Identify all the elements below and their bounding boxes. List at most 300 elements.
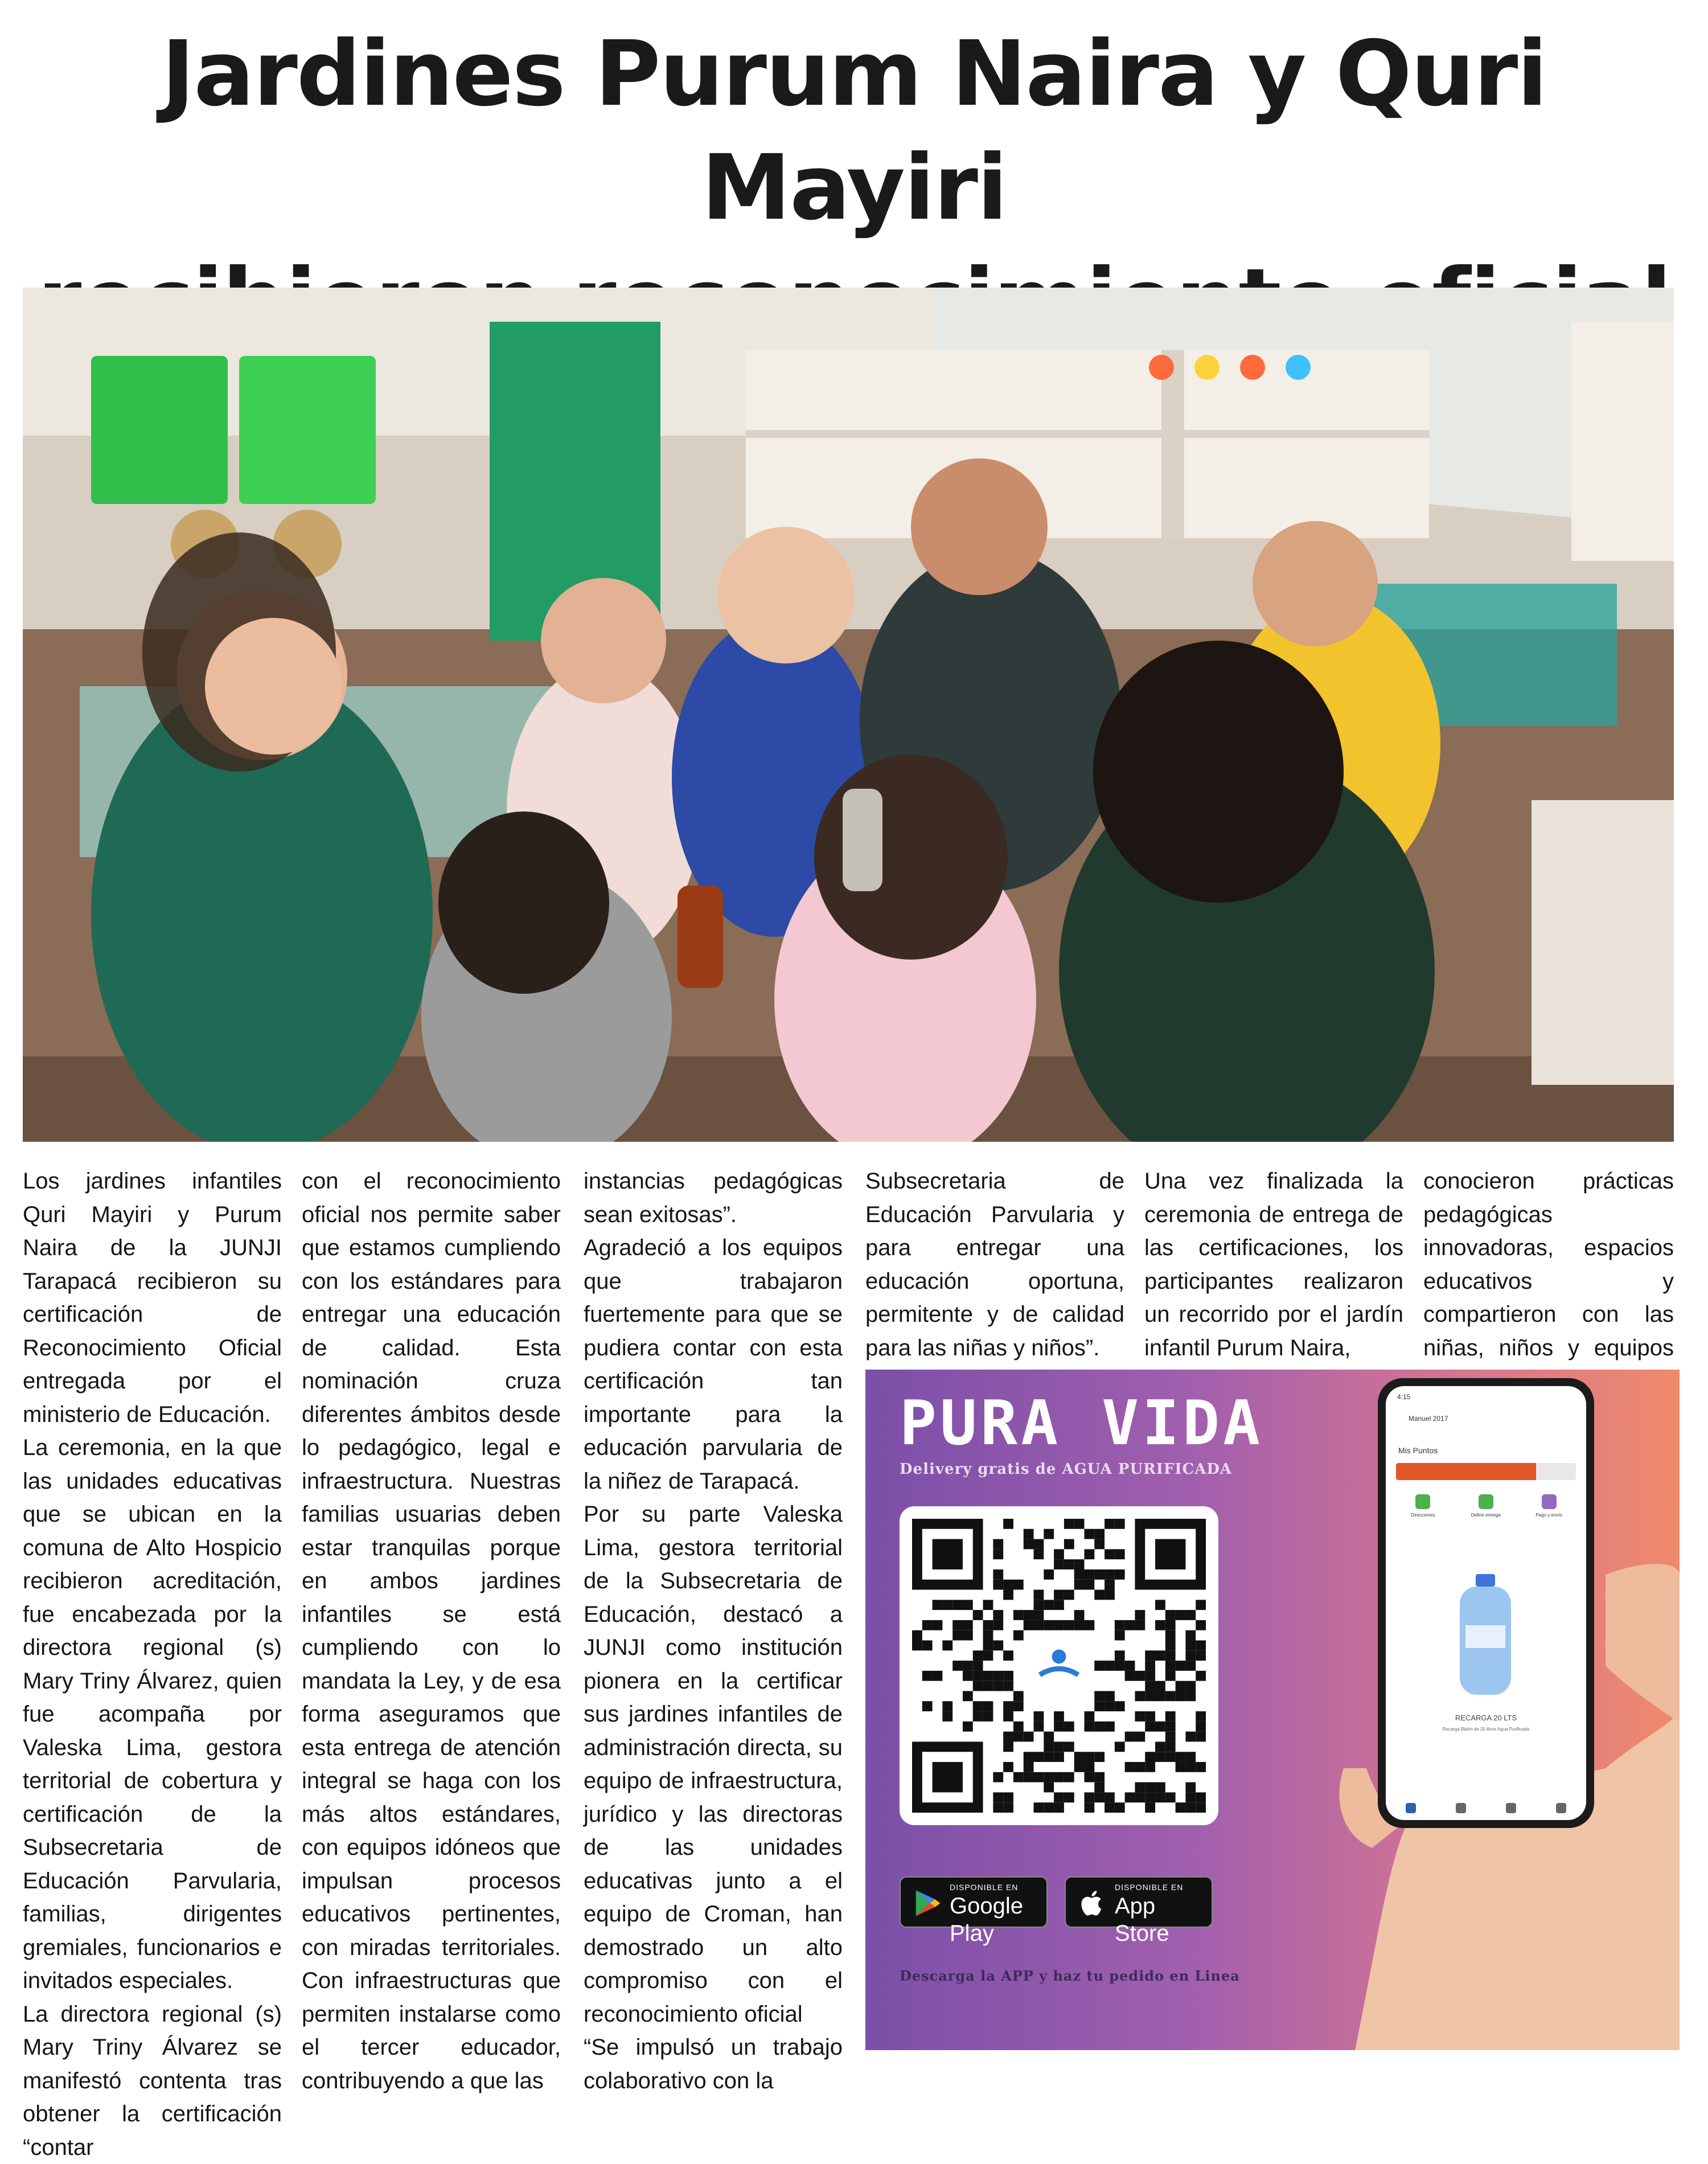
qr-module (1064, 1741, 1074, 1752)
qr-module (933, 1600, 943, 1610)
qr-module (1145, 1671, 1155, 1681)
points-label: Mis Puntos (1398, 1446, 1438, 1455)
qr-module (1115, 1650, 1125, 1661)
qr-module (1024, 1752, 1034, 1762)
qr-module (1105, 1590, 1115, 1600)
qr-module (922, 1620, 933, 1630)
qr-module (1165, 1711, 1176, 1722)
profile-icon[interactable] (1556, 1803, 1566, 1813)
qr-module (1084, 1772, 1094, 1782)
qr-module (993, 1641, 1003, 1651)
qr-module (1155, 1600, 1165, 1610)
qr-module (1185, 1732, 1196, 1742)
qr-module (1024, 1762, 1034, 1772)
qr-module (1074, 1752, 1085, 1762)
paragraph: Subsecretaria de Educación Parvularia y para entregar una educación oportuna, permitente y de calidad para las niñas y niños”. (865, 1165, 1124, 1364)
qr-module (1064, 1590, 1074, 1600)
classroom-photo-illustration (23, 288, 1674, 1142)
qr-module (1165, 1691, 1176, 1701)
qr-module (1054, 1620, 1064, 1630)
qr-module (1084, 1620, 1094, 1630)
qr-module (1034, 1772, 1044, 1782)
qr-module (1003, 1732, 1013, 1742)
google-play-small-label: DISPONIBLE EN (950, 1882, 1038, 1892)
qr-module (1185, 1792, 1196, 1802)
qr-module (952, 1661, 963, 1671)
qr-module (1165, 1620, 1176, 1630)
qr-module (1135, 1792, 1145, 1802)
qr-module (1196, 1792, 1206, 1802)
qr-module (983, 1671, 993, 1681)
qr-module (1054, 1802, 1064, 1813)
qr-module (1135, 1691, 1145, 1701)
qr-module (1185, 1782, 1196, 1793)
qr-module (983, 1650, 993, 1661)
qr-module (1094, 1752, 1105, 1762)
qr-module (1125, 1732, 1135, 1742)
article-column-4 (865, 1165, 1124, 1364)
qr-module (1155, 1792, 1165, 1802)
qr-module (1064, 1519, 1074, 1529)
qr-module (1135, 1711, 1145, 1722)
qr-module (983, 1630, 993, 1641)
qr-module (1105, 1722, 1115, 1732)
app-store-button[interactable] (1065, 1876, 1213, 1928)
paragraph: La directora regional (s) Mary Triny Álvarez se manifestó contenta tras obtener la certificación “contar (23, 1998, 282, 2164)
qr-module (1044, 1741, 1054, 1752)
qr-module (1034, 1600, 1044, 1610)
qr-module (1165, 1641, 1176, 1651)
qr-module (1054, 1549, 1064, 1559)
qr-module (1105, 1802, 1115, 1813)
qr-module (1024, 1529, 1034, 1539)
qr-module (1074, 1762, 1085, 1772)
qr-module (1176, 1681, 1186, 1691)
qr-module (1105, 1519, 1115, 1529)
qr-module (952, 1620, 963, 1630)
qr-module (1084, 1792, 1094, 1802)
qr-module (1054, 1772, 1064, 1782)
qr-module (1094, 1782, 1105, 1793)
qr-module (1145, 1661, 1155, 1671)
action-label: Direcciones (1411, 1513, 1435, 1518)
qr-module (1196, 1641, 1206, 1651)
qr-module (1034, 1752, 1044, 1762)
qr-module (1074, 1610, 1085, 1620)
qr-module (1094, 1661, 1105, 1671)
qr-module (1013, 1630, 1024, 1641)
qr-module (1003, 1650, 1013, 1661)
qr-module (922, 1701, 933, 1711)
qr-module (1165, 1741, 1176, 1752)
qr-module (1165, 1732, 1176, 1742)
qr-module (1125, 1671, 1135, 1681)
qr-module (1135, 1610, 1145, 1620)
qr-module (1185, 1641, 1196, 1651)
google-play-icon (912, 1888, 943, 1919)
qr-module (1054, 1792, 1064, 1802)
qr-module (1054, 1752, 1064, 1762)
qr-module (1135, 1782, 1145, 1793)
qr-module (1115, 1802, 1125, 1813)
qr-module (993, 1569, 1003, 1580)
article-column-2 (302, 1165, 561, 2097)
qr-module (1196, 1722, 1206, 1732)
qr-module (1125, 1620, 1135, 1630)
ad-footer: Descarga la APP y haz tu pedido en Linea (900, 1968, 1240, 1984)
qr-module (1105, 1549, 1115, 1559)
qr-module (1084, 1802, 1094, 1813)
qr-module (1064, 1722, 1074, 1732)
paragraph: con el reconocimiento oficial nos permite saber que estamos cumpliendo con los estándares para entregar una educación de calidad. Esta nominación cruza diferentes ámbitos desde lo pedagógico, legal e infraestructura. Nuestras familias usuarias deben estar tranquilas porque en ambos jardines infantiles se está cumpliendo con lo mandata la Ley, y de esa forma aseguramos que esta entrega de atención integral se haga con los más altos estándares, con equipos idóneos que impulsan procesos educativos pertinentes, con miradas territoriales. Con infraestructuras que permiten instalarse como el tercer educador, contribuyendo a que las (302, 1165, 561, 2097)
qr-module (1013, 1732, 1024, 1742)
qr-module (1064, 1620, 1074, 1630)
qr-module (1196, 1762, 1206, 1772)
qr-module (1003, 1519, 1013, 1529)
qr-module (1176, 1610, 1186, 1620)
qr-module (1094, 1529, 1105, 1539)
qr-module (912, 1630, 922, 1641)
qr-module (983, 1681, 993, 1691)
qr-module (1034, 1722, 1044, 1732)
ad-brand: PURA VIDA (900, 1387, 1263, 1461)
action-direcciones[interactable] (1394, 1494, 1451, 1518)
qr-module (1074, 1519, 1085, 1529)
qr-module (1013, 1610, 1024, 1620)
qr-module (1165, 1752, 1176, 1762)
qr-module (1165, 1630, 1176, 1641)
qr-module (1084, 1752, 1094, 1762)
phone-mockup (1378, 1378, 1594, 1828)
qr-module (1196, 1711, 1206, 1722)
qr-module (973, 1661, 983, 1671)
app-store-label: App Store (1115, 1892, 1204, 1947)
headline-line-1: Jardines Purum Naira y Quri Mayiri (161, 22, 1546, 240)
qr-module (1105, 1792, 1115, 1802)
qr-module (983, 1701, 993, 1711)
qr-module (1135, 1671, 1145, 1681)
qr-module (1105, 1701, 1115, 1711)
qr-module (1003, 1671, 1013, 1681)
qr-module (1094, 1701, 1105, 1711)
qr-module (1003, 1741, 1013, 1752)
qr-module (942, 1711, 952, 1722)
google-play-button[interactable] (900, 1876, 1048, 1928)
qr-module (1094, 1792, 1105, 1802)
qr-module (1054, 1711, 1064, 1722)
history-icon[interactable] (1456, 1803, 1466, 1813)
qr-module (1165, 1650, 1176, 1661)
qr-module (1176, 1762, 1186, 1772)
qr-module (973, 1671, 983, 1681)
qr-module (1145, 1691, 1155, 1701)
qr-module (993, 1610, 1003, 1620)
qr-code[interactable] (900, 1506, 1218, 1825)
qr-module (1013, 1701, 1024, 1711)
qr-module (993, 1549, 1003, 1559)
qr-module (1013, 1772, 1024, 1782)
qr-module (922, 1641, 933, 1651)
qr-module (993, 1671, 1003, 1681)
qr-module (1165, 1661, 1176, 1671)
qr-module (1034, 1802, 1044, 1813)
qr-module (1185, 1661, 1196, 1671)
pura-vida-advertisement[interactable] (865, 1370, 1680, 2050)
qr-module (1003, 1681, 1013, 1691)
qr-module (912, 1641, 922, 1651)
qr-module (1196, 1600, 1206, 1610)
qr-module (1003, 1792, 1013, 1802)
qr-module (1165, 1671, 1176, 1681)
qr-module (1074, 1559, 1085, 1569)
qr-module (1145, 1681, 1155, 1691)
qr-module (1003, 1802, 1013, 1813)
qr-module (1155, 1620, 1165, 1630)
qr-module (1044, 1600, 1054, 1610)
article-column-3 (584, 1165, 843, 2097)
qr-module (1094, 1590, 1105, 1600)
points-progress-bar (1396, 1463, 1576, 1480)
qr-module (1054, 1741, 1064, 1752)
qr-module (1034, 1610, 1044, 1620)
qr-module (1155, 1752, 1165, 1762)
qr-module (1094, 1691, 1105, 1701)
qr-module (1115, 1701, 1125, 1711)
qr-module (1003, 1590, 1013, 1600)
qr-module (993, 1620, 1003, 1630)
qr-module (993, 1792, 1003, 1802)
qr-module (993, 1539, 1003, 1550)
qr-module (1094, 1722, 1105, 1732)
qr-module (963, 1661, 973, 1671)
location-label: Manuel 2017 (1409, 1415, 1448, 1423)
phone-bottom-nav (1386, 1803, 1586, 1813)
qr-module (1084, 1529, 1094, 1539)
paragraph: “Se impulsó un trabajo colaborativo con la (584, 2031, 843, 2097)
qr-module (1003, 1580, 1013, 1590)
action-pago-envio[interactable] (1521, 1494, 1578, 1518)
qr-module (1024, 1539, 1034, 1550)
qr-module (1094, 1569, 1105, 1580)
qr-module (1084, 1722, 1094, 1732)
qr-module (1054, 1600, 1064, 1610)
qr-module (1165, 1610, 1176, 1620)
paragraph: conocieron prácticas pedagógicas innovadoras, espacios educativos y compartieron con las niñas, niños y equipos (1423, 1165, 1674, 1398)
qr-module (1196, 1732, 1206, 1742)
qr-module (1115, 1661, 1125, 1671)
qr-module (973, 1681, 983, 1691)
qr-module (1003, 1711, 1013, 1722)
qr-module (1165, 1792, 1176, 1802)
qr-module (1024, 1732, 1034, 1742)
qr-module (1094, 1539, 1105, 1550)
qr-module (1185, 1650, 1196, 1661)
qr-module (993, 1802, 1003, 1813)
qr-module (1115, 1620, 1125, 1630)
qr-module (1084, 1762, 1094, 1772)
qr-module (1064, 1792, 1074, 1802)
qr-module (1135, 1732, 1145, 1742)
qr-module (1044, 1772, 1054, 1782)
qr-module (1013, 1580, 1024, 1590)
phone-actions (1391, 1494, 1580, 1518)
qr-module (1145, 1722, 1155, 1732)
qr-module (1145, 1752, 1155, 1762)
qr-module (1105, 1580, 1115, 1590)
qr-module (1044, 1732, 1054, 1742)
qr-module (963, 1600, 973, 1610)
qr-module (1145, 1762, 1155, 1772)
qr-module (1185, 1762, 1196, 1772)
qr-module (963, 1691, 973, 1701)
qr-module (1115, 1569, 1125, 1580)
qr-module (1176, 1752, 1186, 1762)
qr-module (1145, 1792, 1155, 1802)
qr-module (1054, 1722, 1064, 1732)
product-name: RECARGA 20 LTS (1386, 1714, 1586, 1722)
qr-module (1185, 1681, 1196, 1691)
qr-module (1125, 1762, 1135, 1772)
qr-module (983, 1620, 993, 1630)
qr-code-icon (912, 1519, 1206, 1813)
qr-module (973, 1711, 983, 1722)
home-icon[interactable] (1406, 1803, 1416, 1813)
apple-icon (1077, 1888, 1108, 1919)
qr-module (1024, 1772, 1034, 1782)
qr-module (973, 1610, 983, 1620)
ad-tagline: Delivery gratis de AGUA PURIFICADA (900, 1461, 1232, 1478)
qr-module (942, 1701, 952, 1711)
points-progress-fill (1396, 1463, 1536, 1480)
qr-module (1064, 1772, 1074, 1782)
article-photo (23, 288, 1674, 1142)
action-definir-entrega[interactable] (1457, 1494, 1514, 1518)
qr-module (993, 1681, 1003, 1691)
qr-module (1044, 1802, 1054, 1813)
qr-module (1185, 1691, 1196, 1701)
plus-icon (1415, 1494, 1430, 1509)
paragraph: Por su parte Valeska Lima, gestora territorial de la Subsecretaria de Educación, destacó a JUNJI como institución pionera en la certificar sus jardines infantiles de administración directa, su equipo de infraestructura, jurídico y las directoras de las unidades educativas junto a el equipo de Croman, han demostrado un alto compromiso con el reconocimiento oficial (584, 1498, 843, 2031)
paragraph: La ceremonia, en la que las unidades educativas que se ubican en la comuna de Alto Hospicio recibieron acreditación, fue encabezada por la directora regional (s) Mary Triny Álvarez, quien fue acompaña por Valeska Lima, gestora territorial de cobertura y certificación de la Subsecretaria de Educación Parvularia, familias, dirigentes gremiales, funcionarios e invitados especiales. (23, 1431, 282, 1998)
article-column-6 (1423, 1165, 1674, 1398)
qr-module (1034, 1549, 1044, 1559)
qr-module (1155, 1782, 1165, 1793)
qr-module (1115, 1519, 1125, 1529)
qr-module (973, 1650, 983, 1661)
article-column-1 (23, 1165, 282, 2164)
qr-module (1185, 1630, 1196, 1641)
paragraph: instancias pedagógicas sean exitosas”. (584, 1165, 843, 1231)
qr-module (1125, 1661, 1135, 1671)
qr-module (1176, 1691, 1186, 1701)
action-label: Pago y envío (1535, 1513, 1562, 1518)
qr-module (1115, 1630, 1125, 1641)
qr-module (1034, 1711, 1044, 1722)
qr-module (1155, 1650, 1165, 1661)
qr-module (1024, 1620, 1034, 1630)
qr-module (1165, 1722, 1176, 1732)
qr-module (1084, 1569, 1094, 1580)
qr-module (1196, 1650, 1206, 1661)
product-desc: Recarga Bidón de 20 litros Agua Purificada (1386, 1727, 1586, 1732)
qr-module (1105, 1691, 1115, 1701)
qr-module (922, 1671, 933, 1681)
paragraph: Agradeció a los equipos que trabajaron fuertemente para que se pudiera contar con esta certificación tan importante para la educación parvularia de la niñez de Tarapacá. (584, 1231, 843, 1498)
qr-module (1155, 1741, 1165, 1752)
qr-module (1125, 1792, 1135, 1802)
qr-module (1105, 1569, 1115, 1580)
qr-module (1003, 1701, 1013, 1711)
qr-module (1145, 1802, 1155, 1813)
app-store-small-label: DISPONIBLE EN (1115, 1882, 1204, 1892)
qr-module (1044, 1569, 1054, 1580)
qr-module (1105, 1661, 1115, 1671)
qr-module (952, 1630, 963, 1641)
qr-module (1054, 1559, 1064, 1569)
qr-module (983, 1600, 993, 1610)
qr-module (1135, 1762, 1145, 1772)
qr-module (933, 1620, 943, 1630)
qr-module (1135, 1620, 1145, 1630)
qr-module (1185, 1802, 1196, 1813)
qr-module (1084, 1580, 1094, 1590)
qr-module (1064, 1539, 1074, 1550)
qr-module (1013, 1722, 1024, 1732)
qr-module (933, 1671, 943, 1681)
qr-module (1034, 1590, 1044, 1600)
qr-module (1185, 1610, 1196, 1620)
paragraph: Los jardines infantiles Quri Mayiri y Purum Naira de la JUNJI Tarapacá recibieron su certificación de Reconocimiento Oficial entregada por el ministerio de Educación. (23, 1165, 282, 1431)
qr-module (983, 1641, 993, 1651)
qr-module (1115, 1549, 1125, 1559)
qr-module (993, 1580, 1003, 1590)
qr-module (1074, 1569, 1085, 1580)
qr-module (1155, 1722, 1165, 1732)
qr-module (963, 1722, 973, 1732)
qr-module (942, 1641, 952, 1651)
qr-module (1145, 1711, 1155, 1722)
qr-module (1034, 1620, 1044, 1630)
qr-module (952, 1600, 963, 1610)
qr-module (1196, 1671, 1206, 1681)
qr-module (1155, 1681, 1165, 1691)
qr-module (963, 1630, 973, 1641)
qr-module (1094, 1772, 1105, 1782)
truck-icon (1479, 1494, 1493, 1509)
qr-module (1196, 1802, 1206, 1813)
google-play-label: Google Play (950, 1892, 1038, 1947)
card-icon (1542, 1494, 1557, 1509)
article-column-5 (1144, 1165, 1403, 1364)
qr-module (1024, 1610, 1034, 1620)
qr-module (1084, 1549, 1094, 1559)
cart-icon[interactable] (1506, 1803, 1516, 1813)
qr-module (1145, 1650, 1155, 1661)
qr-module (1013, 1691, 1024, 1701)
qr-module (963, 1620, 973, 1630)
qr-module (993, 1772, 1003, 1782)
qr-module (1034, 1539, 1044, 1550)
qr-module (963, 1671, 973, 1681)
qr-module (1084, 1711, 1094, 1722)
qr-module (1074, 1620, 1085, 1630)
qr-module (983, 1711, 993, 1722)
qr-module (1044, 1529, 1054, 1539)
qr-module (1176, 1802, 1186, 1813)
qr-module (942, 1600, 952, 1610)
qr-module (1155, 1691, 1165, 1701)
status-time: 4:15 (1397, 1393, 1410, 1401)
